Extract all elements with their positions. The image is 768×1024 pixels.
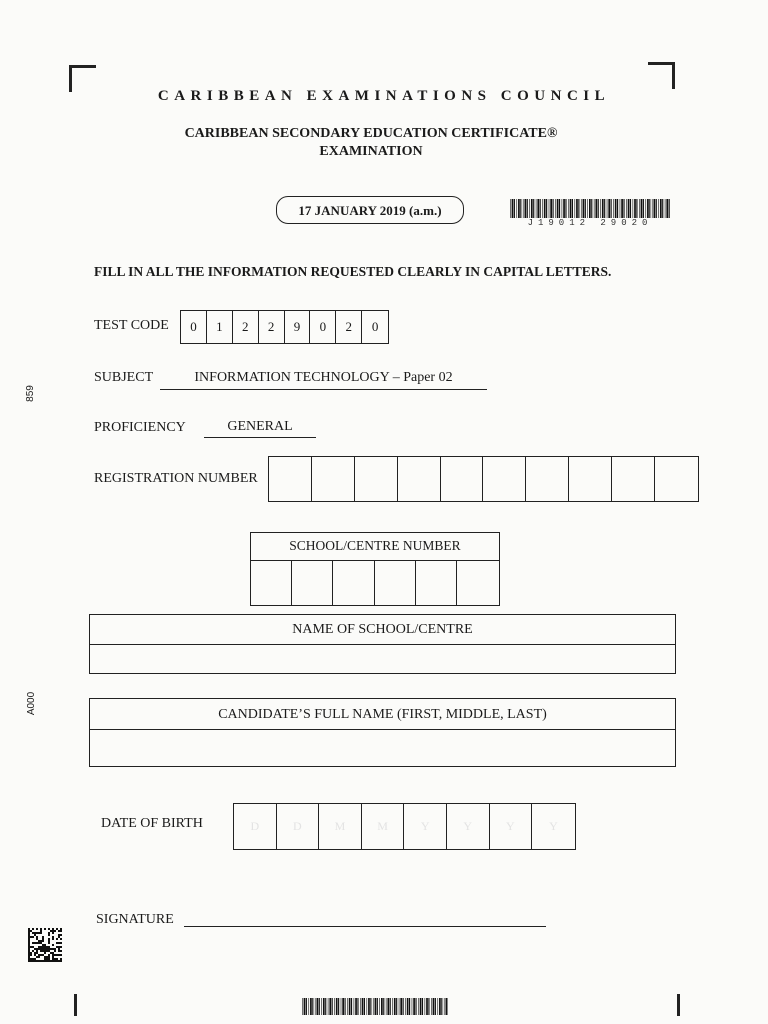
date-of-birth-box[interactable]: D: [277, 804, 320, 849]
exam-title: [0, 125, 742, 161]
registration-digit-box[interactable]: [569, 457, 612, 501]
registration-label: REGISTRATION NUMBER: [94, 471, 258, 486]
registration-digit-box[interactable]: [441, 457, 484, 501]
test-code-digit: 9: [285, 311, 311, 343]
edge-mark-bottom-left: [74, 994, 77, 1016]
test-code-digit: 0: [181, 311, 207, 343]
school-centre-number-boxes: [251, 561, 499, 605]
registration-digit-box[interactable]: [398, 457, 441, 501]
school-centre-digit-box[interactable]: [416, 561, 457, 605]
school-centre-digit-box[interactable]: [251, 561, 292, 605]
registration-digit-box[interactable]: [612, 457, 655, 501]
date-of-birth-box[interactable]: D: [234, 804, 277, 849]
candidate-name-label: CANDIDATE’S FULL NAME (FIRST, MIDDLE, LAST): [90, 699, 675, 730]
candidate-name-field[interactable]: [90, 730, 675, 766]
barcode-bottom: [302, 998, 448, 1015]
subject-value[interactable]: INFORMATION TECHNOLOGY – Paper 02: [160, 370, 487, 390]
school-centre-digit-box[interactable]: [292, 561, 333, 605]
registration-digit-box[interactable]: [355, 457, 398, 501]
edge-mark-bottom-right: [677, 994, 680, 1016]
test-code-label: TEST CODE: [94, 318, 169, 333]
council-title: CARIBBEAN EXAMINATIONS COUNCIL: [157, 88, 611, 104]
candidate-name-box: [89, 698, 676, 767]
registration-number-boxes: [268, 456, 699, 502]
registration-digit-box[interactable]: [483, 457, 526, 501]
proficiency-label: PROFICIENCY: [94, 420, 186, 435]
date-of-birth-box[interactable]: Y: [490, 804, 533, 849]
school-name-field[interactable]: [90, 645, 675, 673]
school-centre-number-box: [250, 532, 500, 606]
date-of-birth-boxes: [233, 803, 576, 850]
date-of-birth-box[interactable]: M: [362, 804, 405, 849]
exam-title-line2: EXAMINATION: [319, 144, 423, 159]
exam-date: 17 JANUARY 2019 (a.m.): [276, 196, 464, 224]
registration-digit-box[interactable]: [526, 457, 569, 501]
date-of-birth-box[interactable]: Y: [447, 804, 490, 849]
school-centre-digit-box[interactable]: [333, 561, 374, 605]
test-code-digit: 1: [207, 311, 233, 343]
corner-mark-top-right: [648, 62, 675, 89]
date-of-birth-box[interactable]: Y: [404, 804, 447, 849]
test-code-boxes: [180, 310, 389, 344]
exam-title-line1: CARIBBEAN SECONDARY EDUCATION CERTIFICATE®: [184, 126, 558, 141]
registration-digit-box[interactable]: [312, 457, 355, 501]
school-centre-digit-box[interactable]: [375, 561, 416, 605]
signature-label: SIGNATURE: [96, 912, 174, 927]
side-code-bottom: A000: [26, 691, 38, 716]
date-of-birth-box[interactable]: M: [319, 804, 362, 849]
side-code-top: 859: [24, 385, 36, 402]
school-name-box: [89, 614, 676, 674]
proficiency-value[interactable]: GENERAL: [204, 419, 316, 438]
date-of-birth-label: DATE OF BIRTH: [101, 816, 203, 831]
test-code-digit: 2: [233, 311, 259, 343]
test-code-digit: 0: [371, 319, 379, 334]
barcode-top: [510, 199, 670, 218]
test-code-digit: 2: [336, 311, 362, 343]
school-name-label: NAME OF SCHOOL/CENTRE: [90, 615, 675, 645]
barcode-number: J19012 29020: [527, 218, 653, 228]
registration-digit-box[interactable]: [655, 457, 698, 501]
subject-label: SUBJECT: [94, 370, 154, 385]
school-centre-digit-box[interactable]: [457, 561, 498, 605]
test-code-digit: 2: [259, 311, 285, 343]
signature-line[interactable]: [184, 925, 546, 927]
test-code-digit: 0: [310, 311, 336, 343]
datamatrix-code: [28, 928, 62, 962]
date-of-birth-box[interactable]: Y: [549, 819, 558, 833]
registration-digit-box[interactable]: [269, 457, 312, 501]
instruction-text: FILL IN ALL THE INFORMATION REQUESTED CLEARLY IN CAPITAL LETTERS.: [94, 264, 612, 279]
school-centre-number-label: SCHOOL/CENTRE NUMBER: [251, 533, 499, 561]
